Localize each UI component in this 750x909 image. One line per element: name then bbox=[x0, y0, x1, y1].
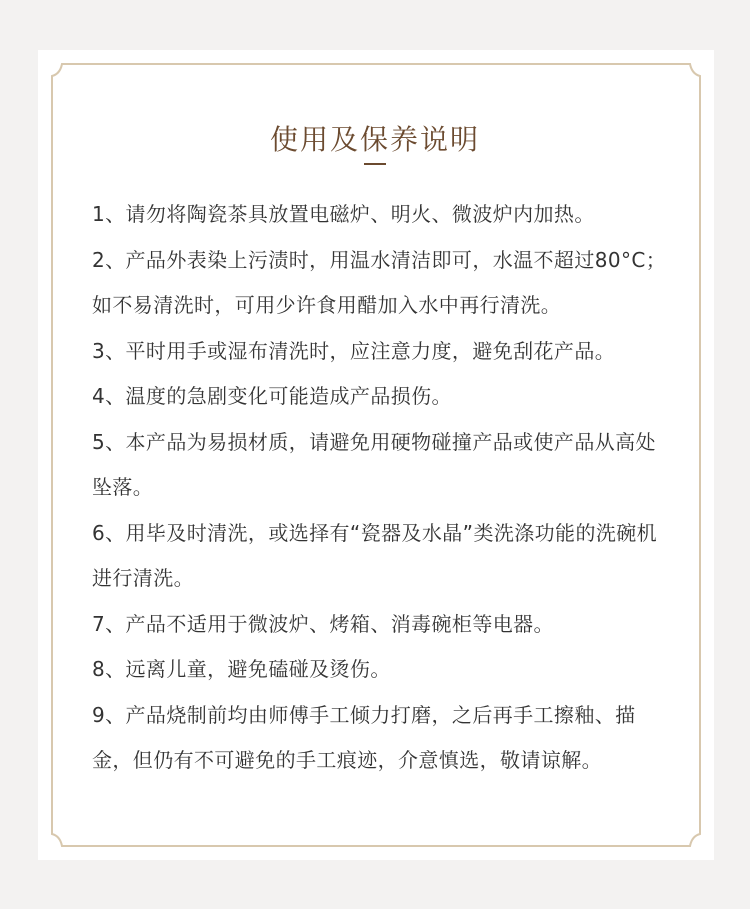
instruction-item-9: 9、产品烧制前均由师傅手工倾力打磨，之后再手工擦釉、描金，但仍有不可避免的手工痕迹，介意慎选，敬请谅解。 bbox=[92, 702, 636, 772]
instruction-item-4: 4、温度的急剧变化可能造成产品损伤。 bbox=[92, 384, 452, 408]
instruction-item-2: 2、产品外表染上污渍时，用温水清洁即可，水温不超过80°C；如不易清洗时，可用少许食用醋加入水中再行清洗。 bbox=[92, 247, 667, 317]
page-title: 使用及保养说明 bbox=[269, 123, 480, 156]
instruction-item-1: 1、请勿将陶瓷茶具放置电磁炉、明火、微波炉内加热。 bbox=[92, 202, 595, 226]
instruction-item-3: 3、平时用手或湿布清洗时，应注意力度，避免刮花产品。 bbox=[92, 338, 616, 363]
instruction-item-5: 5、本产品为易损材质，请避免用硬物碰撞产品或使产品从高处坠落。 bbox=[92, 429, 656, 499]
title-underline bbox=[364, 163, 386, 165]
instruction-item-8: 8、远离儿童，避免磕碰及烫伤。 bbox=[92, 657, 391, 681]
instruction-item-6: 6、用毕及时清洗，或选择有“瓷器及水晶”类洗涤功能的洗碗机进行清洗。 bbox=[92, 520, 658, 590]
instruction-list bbox=[92, 192, 667, 784]
instruction-item-7: 7、产品不适用于微波炉、烤箱、消毒碗柜等电器。 bbox=[92, 611, 554, 636]
